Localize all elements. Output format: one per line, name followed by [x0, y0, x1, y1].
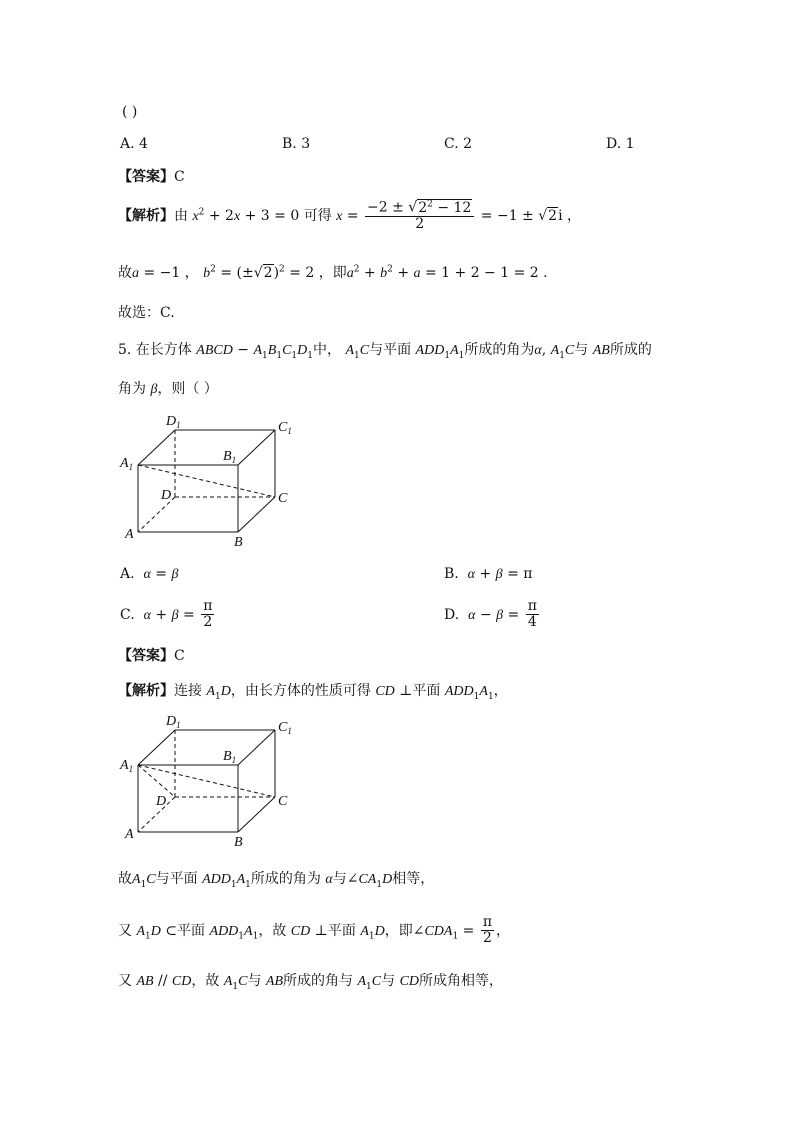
q5-analysis-line: 【解析】连接 $A_1D$，由长方体的性质可得 CD ⊥平面 $ADD_1A_1$， — [118, 683, 508, 702]
text: 又 — [118, 922, 132, 939]
cuboid-figure-1 — [110, 405, 310, 550]
text: ，故 — [258, 922, 287, 939]
text: 与平面 — [155, 871, 198, 887]
label-b1: $B_1$ — [223, 749, 237, 765]
q5-option-b: B. α + β = π — [444, 566, 533, 582]
text: A. — [120, 566, 135, 582]
label-d1: $D_1$ — [166, 714, 181, 730]
option-c: C. 2 — [444, 136, 473, 152]
text: 相等， — [392, 871, 435, 887]
text: D. — [444, 606, 460, 623]
text: ，即 — [318, 265, 347, 281]
q5-step-2: 又 $A_1D$ ⊂平面 $ADD_1A_1$，故 CD ⊥平面 $A_1D$，即$\angle CDA_1$ = $\frac{\pi}{2}$ ， — [118, 914, 511, 947]
text: 中， — [313, 342, 341, 358]
text: ，故 — [191, 973, 220, 989]
text: ，即 — [384, 922, 413, 939]
label-c: C — [278, 491, 288, 506]
fraction: $\frac{-2 \pm √2^2 - 12}{2}$ — [365, 200, 474, 232]
q5-option-a: A. α = β — [120, 566, 179, 582]
text: 所成角相等， — [419, 973, 504, 989]
text: C. — [120, 606, 135, 623]
label-a1: $A_1$ — [120, 758, 134, 774]
label-b: B — [234, 835, 243, 850]
q5-step-1: 故$A_1C$与平面 $ADD_1A_1$所成的角为 α与$\angle CA_1D$相等， — [118, 871, 435, 890]
label-c1: $C_1$ — [278, 420, 292, 436]
choose-line: 故选：C. — [118, 305, 175, 321]
math: x — [192, 209, 199, 225]
label-a: A — [125, 827, 134, 842]
text: ，由长方体的性质可得 — [230, 683, 371, 699]
text: 连接 — [174, 683, 202, 699]
text: ，则（ ） — [157, 381, 218, 397]
option-d: D. 1 — [606, 136, 635, 152]
q5-step-3: 又 AB // CD，故 $A_1C$与 AB所成的角与 $A_1C$与 CD所成角相等， — [118, 973, 504, 992]
text: 与平面 — [369, 342, 412, 358]
q5-option-d: D. α − β = $\frac{\pi}{4}$ — [444, 598, 537, 631]
q5-line-2: 角为 β，则（ ） — [118, 381, 218, 397]
q5-answer-line — [118, 645, 185, 665]
option-a: A. 4 — [120, 136, 148, 152]
text: 角为 — [118, 381, 146, 397]
text: 由 — [174, 208, 188, 225]
text: 故 — [118, 265, 132, 281]
text: 平面 — [177, 922, 206, 939]
cuboid-figure-2 — [110, 705, 310, 850]
q5-line-1: 5. 在长方体 ABCD − $A_1B_1C_1D_1$中， $A_1C$与平面 $ADD_1A_1$所成的角为α, $A_1C$与 AB所成的 — [118, 342, 652, 361]
answer-tag: 【答案】 — [118, 169, 174, 185]
answer-tag: 【答案】 — [118, 648, 174, 664]
answer-line — [118, 166, 185, 186]
label-d1: $D_1$ — [166, 414, 181, 430]
option-b: B. 3 — [282, 136, 311, 152]
text: 所成的角与 — [283, 973, 354, 989]
text: B. — [444, 566, 459, 582]
text: 又 — [118, 973, 132, 989]
label-b: B — [234, 535, 243, 550]
analysis-tag: 【解析】 — [118, 683, 174, 699]
q5-option-c: C. α + β = $\frac{\pi}{2}$ — [120, 598, 213, 631]
answer-value: C — [174, 648, 185, 664]
label-a: A — [125, 527, 134, 542]
text: 平面 — [327, 922, 356, 939]
text: 所成的角为 — [464, 342, 535, 358]
label-d: D — [156, 794, 167, 809]
label-c1: $C_1$ — [278, 720, 292, 736]
text: 可得 — [303, 208, 332, 225]
analysis-line-2: 故a = −1 ， $b^2 = (\pm√2)^2 = 2$ ，即$a^2 + b^2 + a = 1 + 2 - 1 = 2$ . — [118, 264, 548, 281]
question-paren: ( ) — [122, 104, 138, 120]
label-b1: $B_1$ — [223, 449, 237, 465]
answer-value: C — [174, 169, 185, 185]
label-d: D — [161, 488, 172, 503]
text: 所成的角为 — [250, 871, 321, 887]
text: 所成的 — [609, 342, 652, 358]
analysis-line-1: 【解析】由 $x^2 + 2x + 3 = 0$ 可得 x = $\frac{-2 \pm √2^2 - 12}{2}$ = −1 ± √2i ， — [118, 199, 582, 233]
text: 与 — [574, 342, 589, 358]
text: 与 — [381, 973, 396, 989]
analysis-tag: 【解析】 — [118, 208, 174, 225]
text: 5. 在长方体 — [118, 342, 192, 358]
text: 与 — [332, 871, 347, 887]
label-c: C — [278, 794, 288, 809]
text: 平面 — [412, 683, 441, 699]
text: 与 — [247, 973, 262, 989]
text: 故 — [118, 871, 132, 887]
label-a1: $A_1$ — [120, 456, 134, 472]
